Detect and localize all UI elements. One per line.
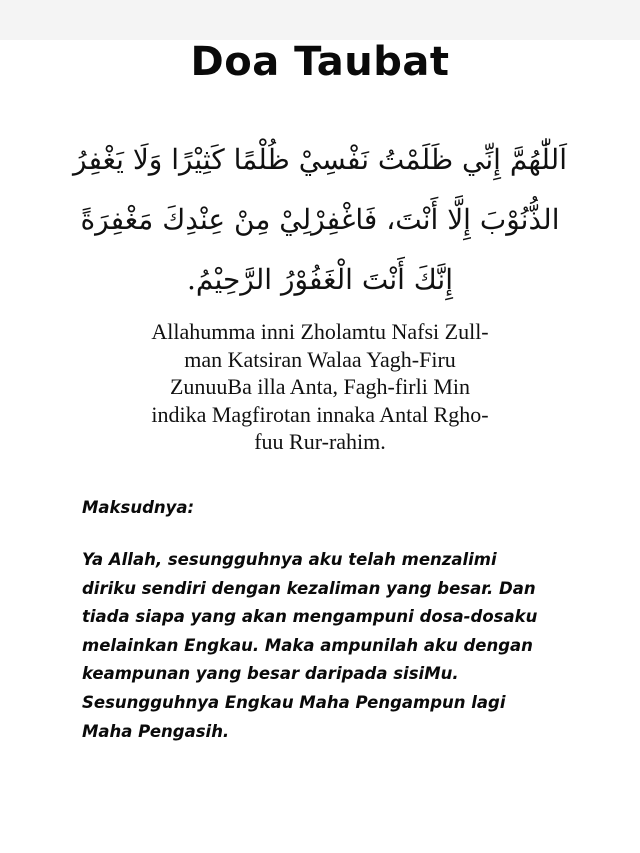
- top-strip: [0, 0, 640, 40]
- arabic-line: اَللّٰهُمَّ إِنِّي ظَلَمْتُ نَفْسِيْ ظُلْمًا كَثِيْرًا وَلَا يَغْفِرُ: [73, 143, 567, 176]
- meaning-line: melainkan Engkau. Maka ampunilah aku dengan: [82, 635, 533, 655]
- arabic-line: إِنَّكَ أَنْتَ الْغَفُوْرُ الرَّحِيْمُ.: [187, 263, 453, 296]
- transliteration: [100, 318, 540, 456]
- transliteration-line: Allahumma inni Zholamtu Nafsi Zull-: [151, 319, 489, 344]
- arabic-prayer: [60, 130, 580, 310]
- meaning-heading: Maksudnya:: [82, 498, 195, 517]
- meaning-text: [82, 546, 602, 746]
- meaning-line: Sesungguhnya Engkau Maha Pengampun lagi: [82, 692, 506, 712]
- meaning-line: diriku sendiri dengan kezaliman yang besar. Dan: [82, 578, 536, 598]
- arabic-line: الذُّنُوْبَ إِلَّا أَنْتَ، فَاغْفِرْلِيْ مِنْ عِنْدِكَ مَغْفِرَةً: [80, 203, 560, 236]
- meaning-line: tiada siapa yang akan mengampuni dosa-dosaku: [82, 607, 538, 627]
- page-title: Doa Taubat: [190, 39, 450, 85]
- meaning-line: Ya Allah, sesungguhnya aku telah menzalimi: [82, 550, 497, 569]
- transliteration-line: man Katsiran Walaa Yagh-Firu: [184, 346, 456, 372]
- meaning-line: Maha Pengasih.: [82, 721, 230, 741]
- transliteration-line: indika Magfirotan innaka Antal Rgho-: [151, 401, 489, 427]
- meaning-line: keampunan yang besar daripada sisiMu.: [82, 664, 459, 684]
- transliteration-line: ZunuuBa illa Anta, Fagh-firli Min: [169, 374, 471, 399]
- transliteration-line: fuu Rur-rahim.: [254, 429, 386, 454]
